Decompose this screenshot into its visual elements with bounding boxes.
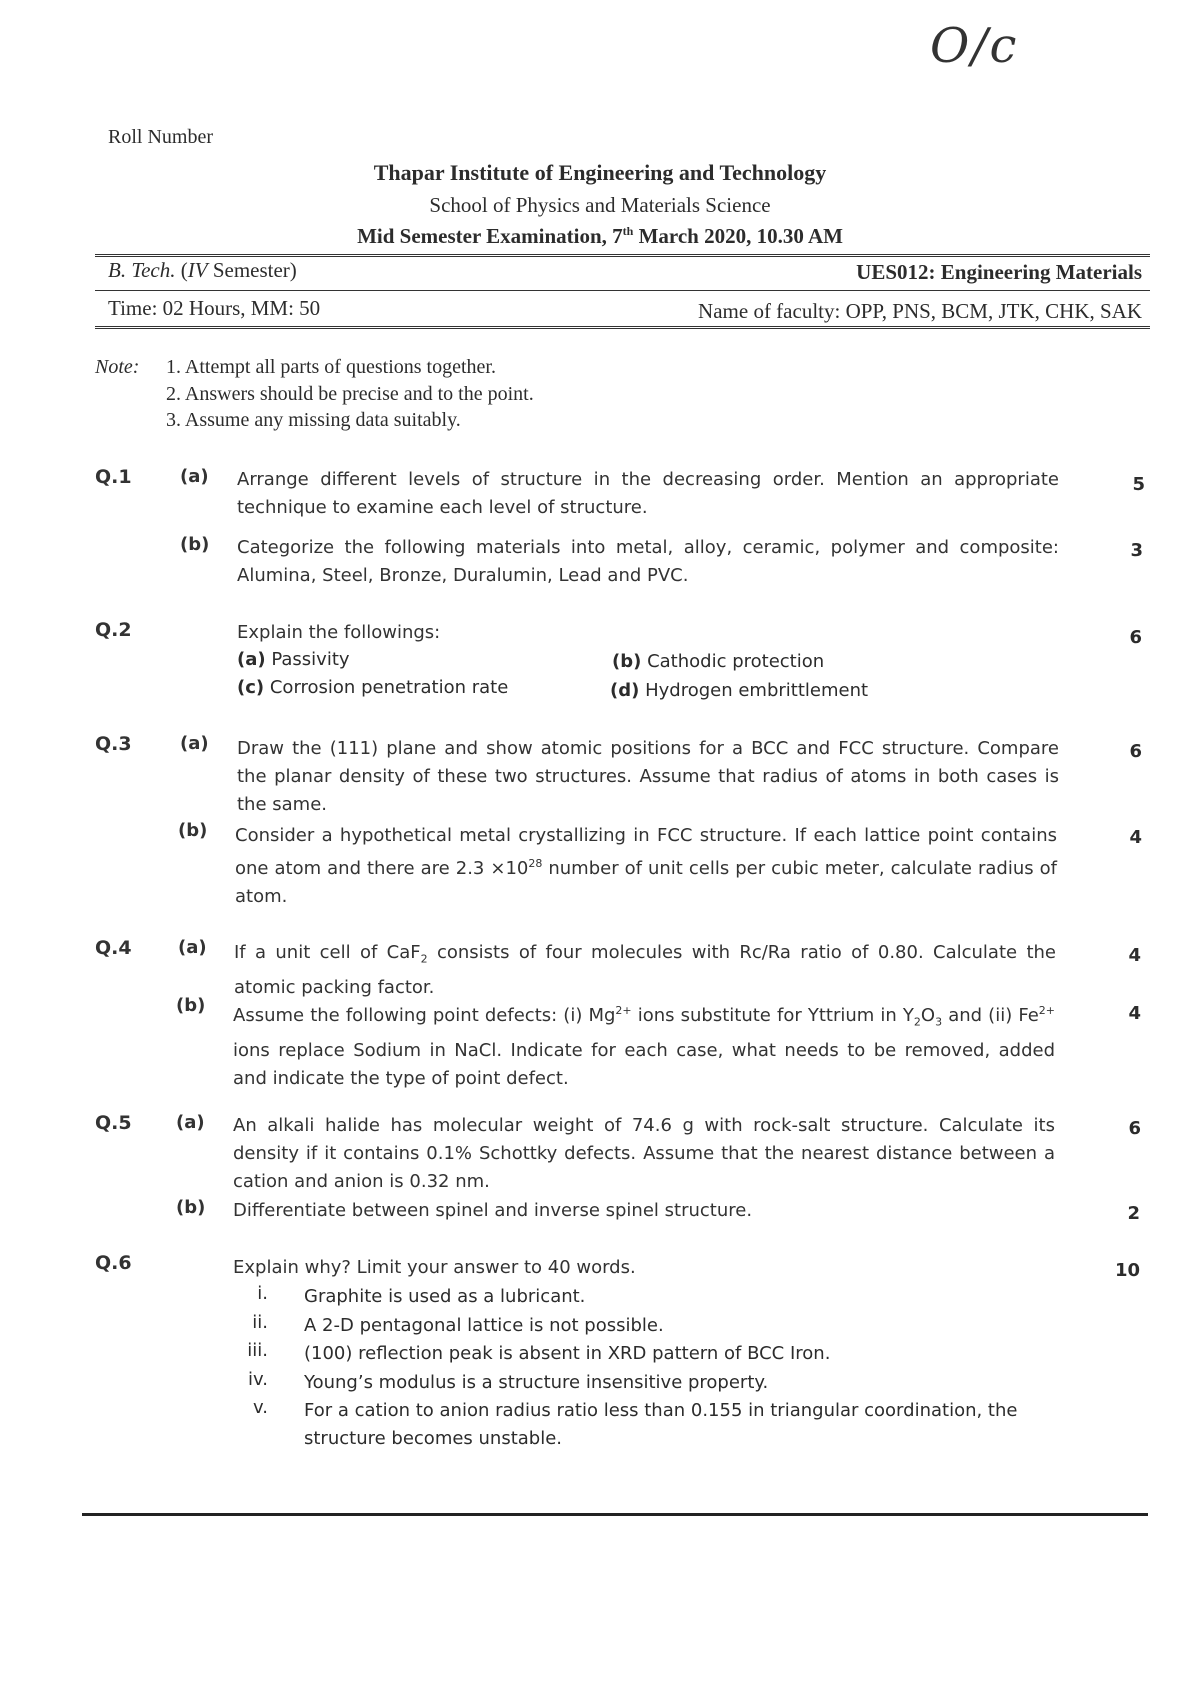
roman-numeral: iv. xyxy=(248,1369,268,1390)
list-item: Young’s modulus is a structure insensitive property. xyxy=(304,1372,769,1393)
time-marks-label: Time: 02 Hours, MM: 50 xyxy=(108,296,321,320)
question-text: Explain the followings: xyxy=(237,622,441,643)
marks: 4 xyxy=(1128,1003,1141,1024)
sub-item: (b) Cathodic protection xyxy=(612,651,825,672)
footer-rule xyxy=(82,1513,1148,1516)
marks: 4 xyxy=(1128,945,1141,966)
question-text: An alkali halide has molecular weight of 74.6 g with rock-salt structure. Calculate its density if it contains 0.1% Schottky defects. Assume that the nearest distance between a cation and anion is 0.32 nm. xyxy=(233,1115,1055,1192)
sub-item: (d) Hydrogen embrittlement xyxy=(610,680,869,701)
roman-numeral: i. xyxy=(257,1283,268,1304)
marks: 5 xyxy=(1132,474,1145,495)
course-title: UES012: Engineering Materials xyxy=(856,260,1142,284)
part-label: (a) xyxy=(178,937,207,958)
part-label: (a) xyxy=(180,733,209,754)
question-text: Explain why? Limit your answer to 40 words. xyxy=(233,1257,636,1278)
roll-number-label: Roll Number xyxy=(108,126,213,148)
part-label: (a) xyxy=(176,1112,205,1133)
part-label: (b) xyxy=(178,820,208,841)
question-text: Draw the (111) plane and show atomic positions for a BCC and FCC structure. Compare the planar density of these two structures. Assume that radius of atoms in both cases is the same. xyxy=(237,738,1059,815)
marks: 10 xyxy=(1114,1260,1140,1281)
question-number: Q.1 xyxy=(95,466,132,488)
marks: 3 xyxy=(1130,540,1143,561)
question-text: If a unit cell of CaF$_2$ consists of four molecules with Rc/Ra ratio of 0.80. Calculate the atomic packing factor. xyxy=(234,942,1056,998)
header-rule-bottom xyxy=(95,326,1150,329)
header-rule-middle xyxy=(95,290,1150,291)
question-text: Assume the following point defects: (i) $Mg^{2+}$ ions substitute for Yttrium in $Y_2O_3$ and (ii) $Fe^{2+}$ ions replace Sodium in NaCl. Indicate for each case, what needs to be removed, added and indicate the type of point defect. xyxy=(233,1004,1055,1089)
question-text: Categorize the following materials into metal, alloy, ceramic, polymer and composite: Alumina, Steel, Bronze, Duralumin, Lead and PVC. xyxy=(237,537,1059,586)
school-name: School of Physics and Materials Science xyxy=(429,193,771,217)
handwritten-annotation: O/c xyxy=(930,18,1019,74)
part-label: (a) xyxy=(180,466,209,487)
part-label: (b) xyxy=(176,995,206,1016)
faculty-names: Name of faculty: OPP, PNS, BCM, JTK, CHK, SAK xyxy=(698,299,1142,323)
exam-title: Mid Semester Examination, 7th March 2020, 10.30 AM xyxy=(357,224,843,248)
roman-numeral: iii. xyxy=(247,1340,268,1361)
marks: 6 xyxy=(1129,741,1142,762)
question-number: Q.6 xyxy=(95,1252,132,1274)
institute-name: Thapar Institute of Engineering and Technology xyxy=(373,160,827,185)
question-text: Arrange different levels of structure in the decreasing order. Mention an appropriate technique to examine each level of structure. xyxy=(237,469,1059,518)
header-rule-top xyxy=(95,254,1150,257)
question-text: Consider a hypothetical metal crystallizing in FCC structure. If each lattice point contains one atom and there are $2.3 \times 10^{28}$ number of unit cells per cubic meter, calculate radius of atom. xyxy=(235,825,1057,907)
note-item: 2. Answers should be precise and to the point. xyxy=(166,383,534,405)
question-number: Q.5 xyxy=(95,1112,132,1134)
part-label: (b) xyxy=(176,1197,206,1218)
marks: 2 xyxy=(1127,1203,1140,1224)
question-number: Q.4 xyxy=(95,937,132,959)
question-number: Q.3 xyxy=(95,733,132,755)
list-item: (100) reflection peak is absent in XRD pattern of BCC Iron. xyxy=(304,1343,831,1364)
note-item: 1. Attempt all parts of questions together. xyxy=(166,356,496,378)
note-item: 3. Assume any missing data suitably. xyxy=(166,409,461,431)
note-label: Note: xyxy=(95,356,140,378)
roman-numeral: ii. xyxy=(252,1312,268,1333)
program-label: B. Tech. (IV Semester) xyxy=(108,258,297,282)
list-item: Graphite is used as a lubricant. xyxy=(304,1286,586,1307)
marks: 6 xyxy=(1128,1118,1141,1139)
sub-item: (c) Corrosion penetration rate xyxy=(237,677,509,698)
sub-item: (a) Passivity xyxy=(237,649,350,670)
question-number: Q.2 xyxy=(95,619,132,641)
marks: 6 xyxy=(1129,627,1142,648)
marks: 4 xyxy=(1129,827,1142,848)
part-label: (b) xyxy=(180,534,210,555)
question-text: Differentiate between spinel and inverse spinel structure. xyxy=(233,1200,753,1221)
list-item: For a cation to anion radius ratio less than 0.155 in triangular coordination, the structure becomes unstable. xyxy=(304,1400,1018,1449)
list-item: A 2-D pentagonal lattice is not possible. xyxy=(304,1315,664,1336)
roman-numeral: v. xyxy=(253,1397,268,1418)
